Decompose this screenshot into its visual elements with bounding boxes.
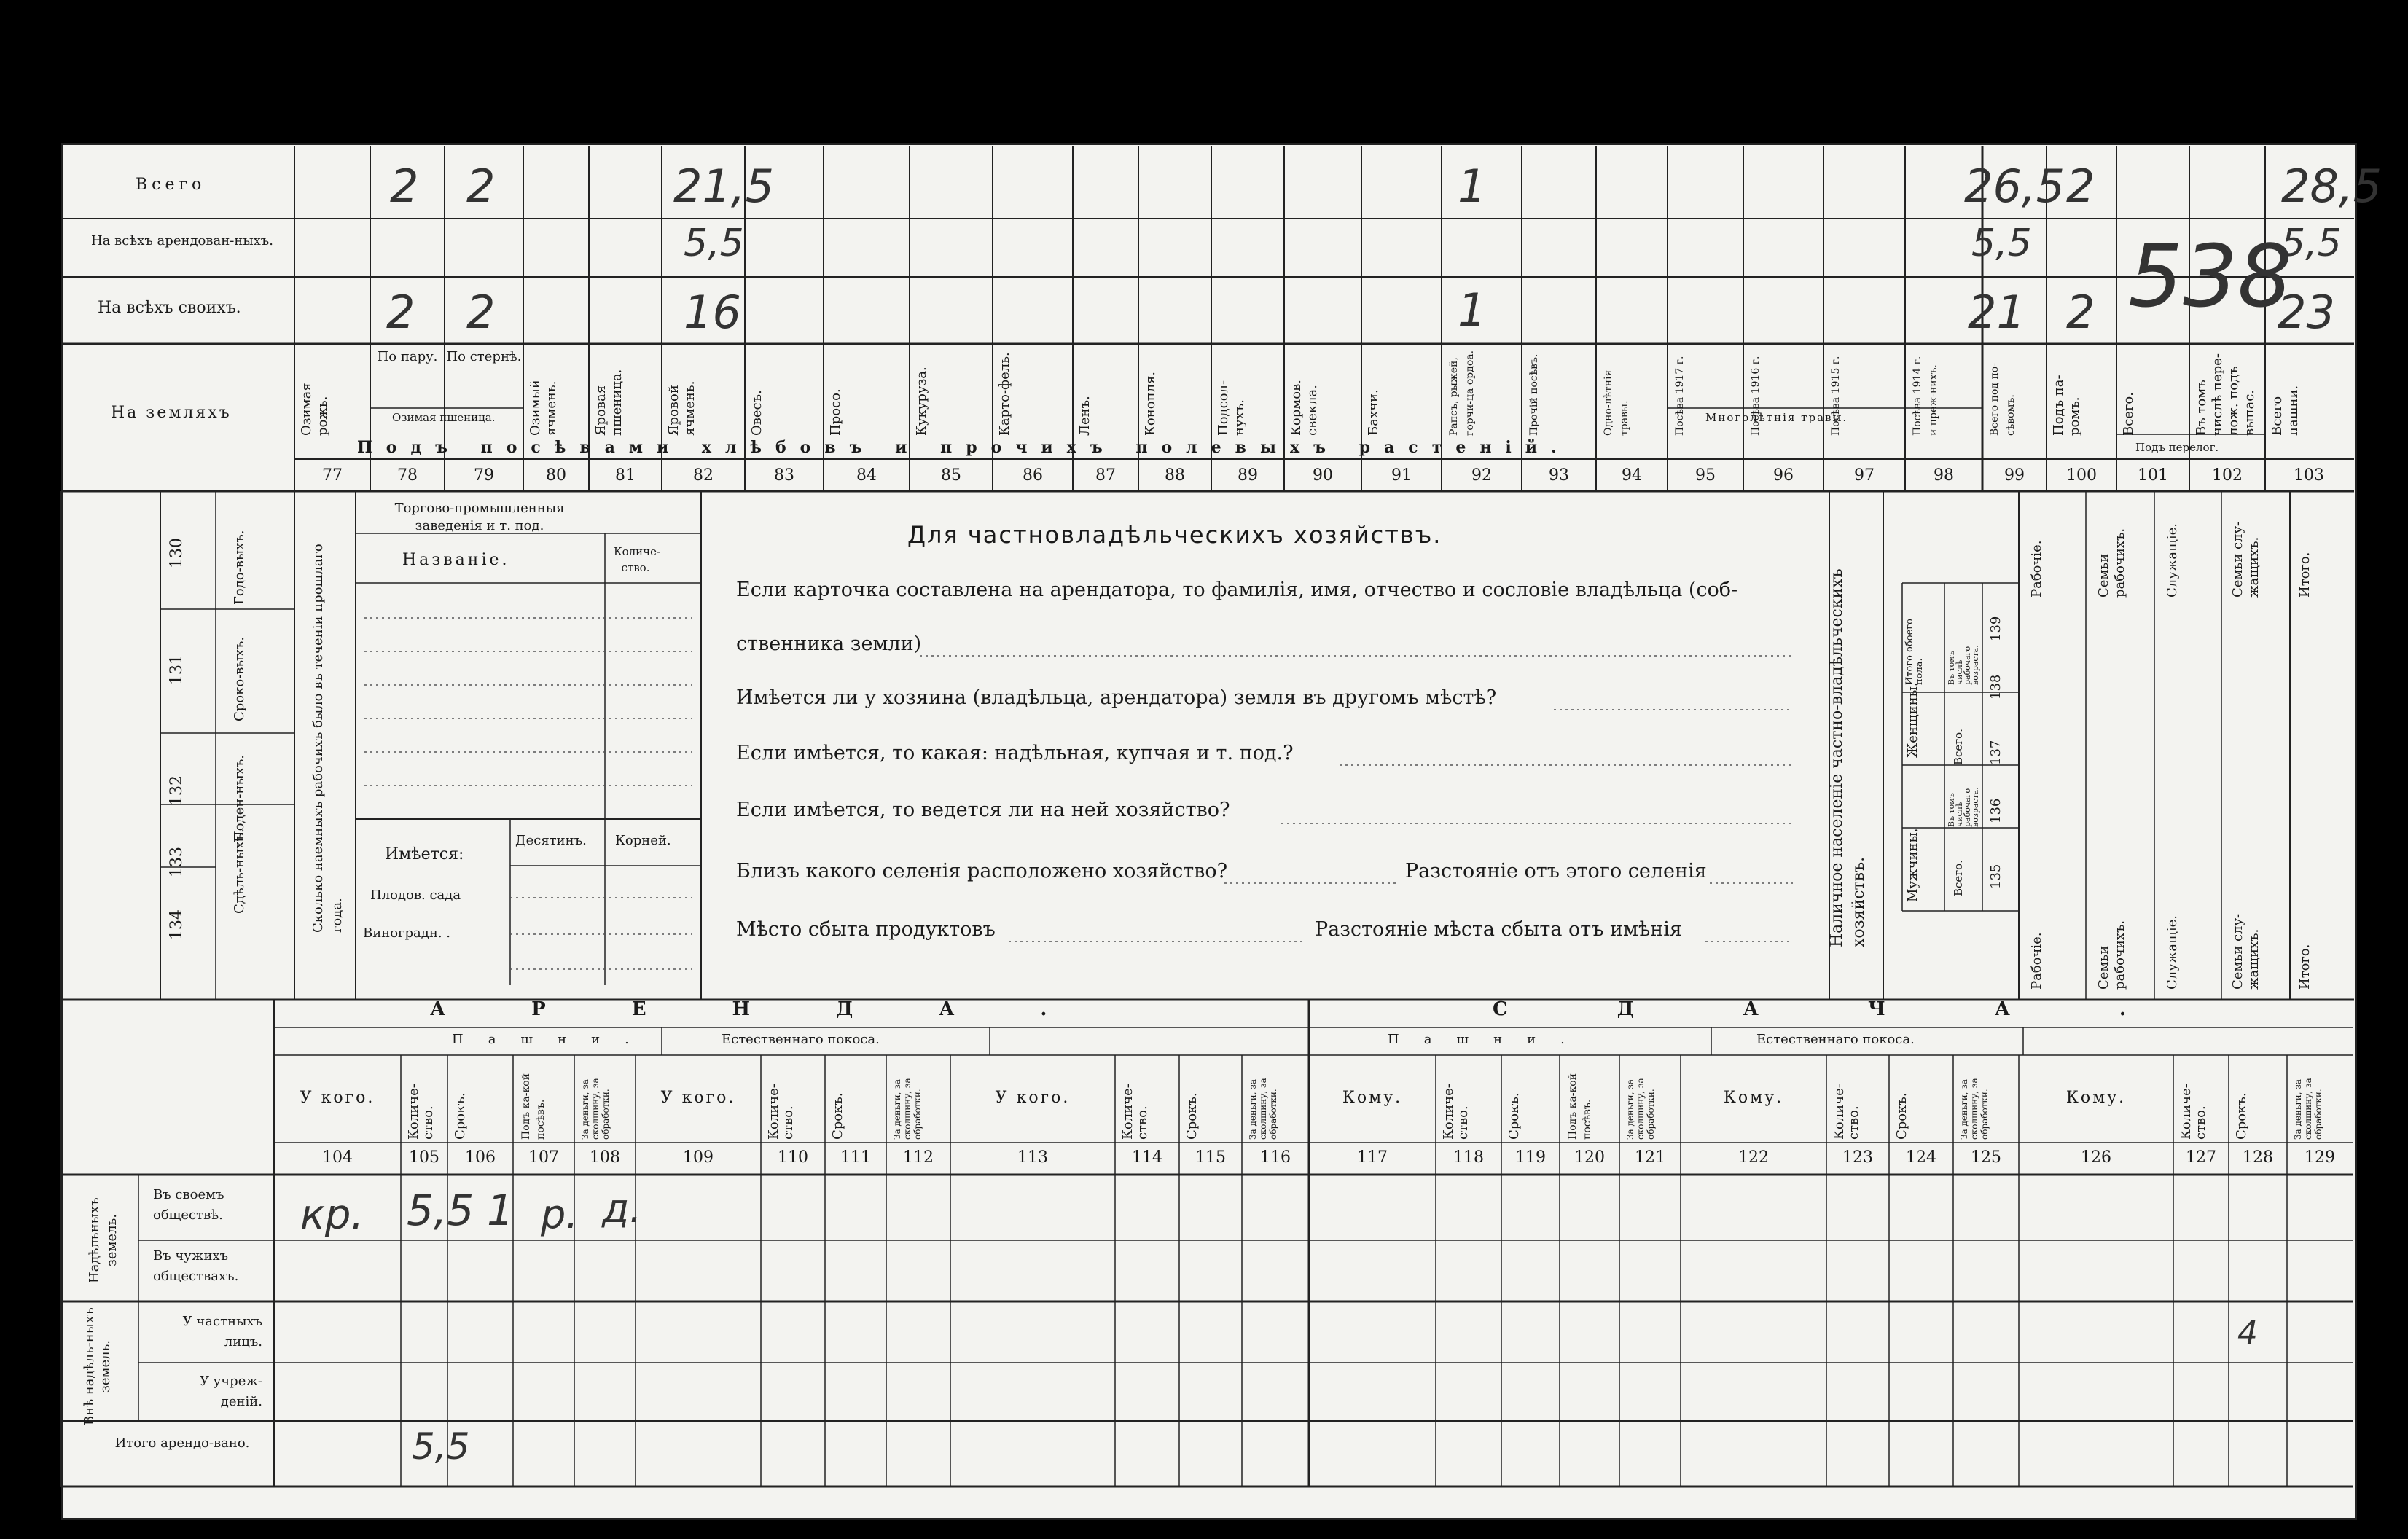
col-num-77: 77 (322, 466, 343, 485)
col-num-84: 84 (856, 466, 877, 485)
hw-arend-82: 5,5 (684, 222, 744, 265)
rent-num-107: 107 (528, 1148, 559, 1167)
rent-h-3: Подъ ка-кой посѣвъ. (520, 1073, 547, 1140)
private-q6: Мѣсто сбыта продуктовъ (736, 918, 996, 941)
group-ozimaya-pshenica: Озимая пшеница. (392, 411, 496, 424)
rent-h-20: Срокъ. (1894, 1092, 1909, 1140)
hw-arend-103: 5,5 (2281, 222, 2342, 265)
trade-name-header: Названіе. (402, 551, 510, 569)
rent-h-19: Количе-ство. (1832, 1084, 1861, 1140)
row-label-vsego: Всего (136, 176, 206, 194)
group-perelog: Подъ перелог. (2135, 441, 2219, 454)
hw-svoi-78: 2 (386, 286, 415, 339)
rent-h-11: Срокъ. (1184, 1092, 1200, 1140)
pop-women-vsego: Всего. (1952, 729, 1965, 765)
crop-header-86: Карто-фель. (997, 352, 1012, 436)
col-num-100: 100 (2066, 466, 2097, 485)
pop-itogo: Итого обоего пола. (1904, 619, 1925, 685)
crop-header-102: Въ томъ числѣ пере-лож. подъ выпас. (2194, 353, 2257, 436)
crop-header-83: Овесъ. (749, 390, 765, 436)
private-q2: Имѣется ли у хозяина (владѣльца, арендатора) земля въ другомъ мѣстѣ? (736, 686, 1497, 709)
rent-num-120: 120 (1574, 1148, 1605, 1167)
hw-vsego-103: 28,5 (2281, 160, 2382, 213)
row-label-svoi: На всѣхъ своихъ. (98, 299, 241, 317)
pop-men: Мужчины. (1905, 828, 1920, 902)
group-mnogolet: Многолѣтнія травы. (1705, 411, 1848, 424)
rent-h-7: Срокъ. (830, 1092, 845, 1140)
pop-col-top-3: Семьи слу-жащихъ. (2230, 521, 2262, 598)
rent-num-127: 127 (2186, 1148, 2216, 1167)
col-num-96: 96 (1773, 466, 1794, 485)
col-num-94: 94 (1622, 466, 1642, 485)
pop-col-bot-2: Служащіе. (2165, 915, 2180, 990)
hw-vsego-99: 26,5 (1964, 160, 2065, 213)
rent-num-113: 113 (1017, 1148, 1048, 1167)
row-label-arend: На всѣхъ арендован-ныхъ. (91, 233, 273, 248)
rent-sub-1: Естественнаго покоса. (722, 1032, 880, 1047)
crop-section-title: Подъ посѣвами хлѣбовъ и прочихъ полевыхъ растеній. (357, 438, 1571, 457)
pop-col-bot-3: Семьи слу-жащихъ. (2230, 913, 2262, 990)
private-title: Для частновладѣльческихъ хозяйствъ. (907, 521, 1442, 549)
crop-header-97: Посѣва 1915 г. (1830, 356, 1842, 436)
arenda-title: АРЕНДА. (430, 998, 1133, 1020)
row-chastnyh: У частныхъ лицъ. (182, 1314, 262, 1350)
rent-num-126: 126 (2081, 1148, 2111, 1167)
trade-count-header: Количе-ство. (614, 545, 661, 574)
col-num-97: 97 (1854, 466, 1875, 485)
rent-h-2: Срокъ. (453, 1092, 468, 1140)
col-num-87: 87 (1095, 466, 1116, 485)
crop-header-78: По пару. (377, 349, 438, 364)
rent-num-112: 112 (903, 1148, 934, 1167)
pop-num-138: 138 (1988, 674, 2004, 700)
sdacha-title: СДАЧА. (1493, 998, 2235, 1020)
rent-num-106: 106 (465, 1148, 496, 1167)
crop-header-96: Посѣва 1916 г. (1750, 356, 1762, 436)
rent-sub-0: Пашни. (452, 1032, 654, 1047)
rent-num-124: 124 (1906, 1148, 1936, 1167)
hired-col-label-2: Поден-ныхъ. (232, 755, 247, 842)
row-itogo: Итого арендо-вано. (114, 1436, 250, 1451)
pop-num-136: 136 (1988, 798, 2004, 823)
pop-col-top-0: Рабочіе. (2029, 540, 2044, 598)
rent-h-0: У кого. (300, 1089, 375, 1107)
row-svoem: Въ своемъ обществѣ. (153, 1187, 224, 1223)
hw-rent-dengi: д. (602, 1186, 642, 1231)
col-num-95: 95 (1695, 466, 1716, 485)
trade-vine: Виноградн. . (363, 925, 450, 941)
rent-h-24: Срокъ. (2234, 1092, 2249, 1140)
hw-svoi-82: 16 (684, 286, 741, 339)
col-num-81: 81 (615, 466, 636, 485)
hw-svoi-79: 2 (466, 286, 496, 339)
nadel-label: Надѣльныхъ земель. (87, 1197, 120, 1283)
hw-vsego-78: 2 (390, 160, 419, 213)
hw-svoi-99: 21 (1968, 286, 2025, 339)
hw-rent-pod: р. (541, 1191, 579, 1237)
crop-header-99: Всего под по-сѣвомъ. (1989, 363, 2017, 436)
hw-svoi-92: 1 (1458, 283, 1487, 337)
crop-header-89: Подсол-нухъ. (1216, 380, 1247, 436)
rent-num-123: 123 (1842, 1148, 1873, 1167)
hw-card-number: 538 (2128, 226, 2293, 326)
rent-h-5: У кого. (660, 1089, 736, 1107)
hw-rent-kol: 5,5 (407, 1186, 474, 1235)
col-num-102: 102 (2212, 466, 2243, 485)
col-num-98: 98 (1934, 466, 1954, 485)
crop-header-77: Озимая рожь. (299, 383, 330, 436)
population-title: Наличное населеніе частно-владѣльческихъ хозяйствъ. (1828, 568, 1868, 947)
crop-header-82: Яровой ячмень. (666, 380, 697, 436)
pop-men-rab: Въ томъ числѣ рабочаго возраста. (1947, 787, 1980, 827)
crop-header-91: Бахчи. (1366, 389, 1381, 436)
trade-garden: Плодов. сада (370, 888, 461, 903)
rent-num-125: 125 (1971, 1148, 2001, 1167)
col-num-89: 89 (1238, 466, 1258, 485)
rent-num-115: 115 (1195, 1148, 1226, 1167)
crop-header-81: Яровая пшеница. (593, 369, 625, 436)
hired-col-label-1: Сроко-выхъ. (232, 636, 247, 721)
rent-num-105: 105 (409, 1148, 439, 1167)
rent-h-9: У кого. (995, 1089, 1071, 1107)
rent-h-6: Количе-ство. (766, 1084, 796, 1140)
rent-h-10: Количе-ство. (1120, 1084, 1150, 1140)
crop-header-88: Конопля. (1143, 371, 1158, 436)
private-q4: Если имѣется, то ведется ли на ней хозяйство? (736, 799, 1230, 821)
pop-col-top-4: Итого. (2297, 552, 2313, 598)
col-num-78: 78 (397, 466, 418, 485)
hired-col-num-133: 133 (168, 847, 186, 877)
hw-rent-srok: 1 (487, 1186, 514, 1235)
crop-header-92: Рапсъ, рыжей, горчи-ца ордоа. (1448, 350, 1476, 436)
rent-h-25: За деньги, за сколщину, за обработки. (2293, 1078, 2323, 1140)
private-q5b: Разстояніе отъ этого селенія (1405, 860, 1707, 882)
col-num-103: 103 (2294, 466, 2324, 485)
crop-header-98: Посѣва 1914 г. и преж-нихъ. (1912, 356, 1939, 436)
rent-num-119: 119 (1515, 1148, 1546, 1167)
rent-num-122: 122 (1738, 1148, 1769, 1167)
hired-workers-title: Сколько наемныхъ рабочихъ было въ теченіи прошлаго года. (310, 544, 345, 933)
hw-arend-99: 5,5 (1971, 222, 2032, 265)
pop-col-bot-4: Итого. (2297, 944, 2313, 990)
pop-women: Женщины. (1905, 682, 1920, 758)
vne-label: Внѣ надѣль-ныхъ земель. (82, 1307, 113, 1425)
rent-h-22: Кому. (2065, 1089, 2127, 1107)
private-q3: Если имѣется, то какая: надѣльная, купчая и т. под.? (736, 742, 1294, 764)
crop-header-79: По стернѣ. (446, 349, 522, 364)
crop-header-90: Кормов. свекла. (1289, 380, 1320, 436)
col-num-79: 79 (474, 466, 494, 485)
pop-col-bot-1: Семьи рабочихъ. (2096, 920, 2127, 990)
rent-num-116: 116 (1260, 1148, 1291, 1167)
hw-vsego-82: 21,5 (673, 160, 775, 213)
pop-num-135: 135 (1988, 864, 2004, 889)
hw-vsego-79: 2 (466, 160, 496, 213)
rent-num-110: 110 (778, 1148, 808, 1167)
hw-itogo-kol: 5,5 (412, 1425, 470, 1468)
crop-header-84: Просо. (828, 388, 843, 436)
crop-header-85: Кукуруза. (914, 367, 929, 436)
rent-num-117: 117 (1357, 1148, 1388, 1167)
rent-h-1: Количе-ство. (406, 1084, 436, 1140)
hired-col-num-131: 131 (168, 654, 186, 685)
rent-num-114: 114 (1132, 1148, 1162, 1167)
rent-h-17: За деньги, за сколщину, за обработки. (1625, 1078, 1656, 1140)
col-num-80: 80 (546, 466, 566, 485)
col-num-101: 101 (2138, 466, 2168, 485)
hw-vsego-92: 1 (1458, 160, 1487, 213)
hw-rent-ukogo: кр. (300, 1191, 364, 1239)
pop-col-top-1: Семьи рабочихъ. (2096, 528, 2127, 598)
crop-header-94: Одно-лѣтнія травы. (1603, 369, 1630, 436)
crop-header-93: Прочій посѣвъ. (1528, 353, 1540, 436)
rent-h-12: За деньги, за сколщину, за обработки. (1248, 1078, 1278, 1140)
col-num-90: 90 (1313, 466, 1333, 485)
rent-h-21: За деньги, за сколщину, за обработки. (1959, 1078, 1990, 1140)
private-q1b: ственника земли) (736, 633, 922, 655)
private-q6b: Разстояніе мѣста сбыта отъ имѣнія (1315, 918, 1682, 941)
private-q1a: Если карточка составлена на арендатора, то фамилія, имя, отчество и сословіе владѣльца (соб- (736, 579, 1738, 601)
col-num-99: 99 (2004, 466, 2025, 485)
rent-h-15: Срокъ. (1506, 1092, 1522, 1140)
row-label-na-zemlyah: На земляхъ (111, 404, 232, 422)
rent-h-18: Кому. (1723, 1089, 1784, 1107)
rent-h-16: Подъ ка-кой посѣвъ. (1567, 1073, 1593, 1140)
rent-num-104: 104 (322, 1148, 353, 1167)
trade-title: Торгово-промышленныя заведенія и т. под. (394, 501, 565, 533)
trade-des: Десятинъ. (515, 833, 587, 848)
hw-mark: 4 (2237, 1315, 2258, 1352)
trade-has: Имѣется: (385, 845, 464, 864)
rent-num-118: 118 (1453, 1148, 1484, 1167)
col-num-91: 91 (1391, 466, 1412, 485)
crop-header-95: Посѣва 1917 г. (1674, 356, 1686, 436)
col-num-83: 83 (774, 466, 794, 485)
crop-header-87: Ленъ. (1077, 396, 1092, 436)
rent-num-128: 128 (2243, 1148, 2273, 1167)
row-chuzhih: Въ чужихъ обществахъ. (153, 1248, 239, 1284)
pop-col-top-2: Служащіе. (2165, 523, 2180, 598)
col-num-93: 93 (1549, 466, 1569, 485)
hired-col-num-134: 134 (168, 909, 186, 940)
hw-svoi-100: 2 (2066, 286, 2095, 339)
private-q5: Близъ какого селенія расположено хозяйство? (736, 860, 1228, 882)
rent-sub-2: Пашни. (1388, 1032, 1590, 1047)
row-uchrezh: У учреж-деній. (199, 1374, 262, 1409)
hired-col-label-0: Годо-выхъ. (232, 530, 247, 605)
hw-vsego-100: 2 (2066, 160, 2095, 213)
rent-num-111: 111 (840, 1148, 871, 1167)
crop-header-103: Всего пашни. (2270, 385, 2301, 436)
rent-h-4: За деньги, за сколщину, за обработки. (580, 1078, 611, 1140)
pop-women-rab: Въ томъ числѣ рабочаго возраста. (1947, 645, 1980, 685)
rent-h-13: Кому. (1342, 1089, 1403, 1107)
crop-header-80: Озимый ячмень. (528, 380, 559, 436)
crop-header-101: Всего. (2121, 392, 2136, 436)
rent-h-23: Количе-ство. (2178, 1084, 2208, 1140)
rent-num-109: 109 (683, 1148, 714, 1167)
hired-col-num-132: 132 (168, 775, 186, 806)
col-num-82: 82 (693, 466, 714, 485)
col-num-92: 92 (1471, 466, 1492, 485)
rent-h-8: За деньги, за сколщину, за обработки. (892, 1078, 923, 1140)
col-num-85: 85 (941, 466, 961, 485)
col-num-86: 86 (1023, 466, 1043, 485)
pop-col-bot-0: Рабочіе. (2029, 932, 2044, 990)
pop-num-137: 137 (1988, 740, 2004, 765)
rent-sub-3: Естественнаго покоса. (1756, 1032, 1915, 1047)
crop-header-100: Подъ па-ромъ. (2051, 375, 2082, 436)
rent-h-14: Количе-ство. (1441, 1084, 1471, 1140)
rent-num-121: 121 (1635, 1148, 1665, 1167)
pop-num-139: 139 (1988, 616, 2004, 641)
hired-col-label-3: Сдѣль-ныхъ. (232, 829, 247, 914)
pop-men-vsego: Всего. (1952, 860, 1965, 896)
col-num-88: 88 (1165, 466, 1185, 485)
hw-svoi-103: 23 (2278, 286, 2335, 339)
hired-col-num-130: 130 (168, 538, 186, 568)
trade-roots: Корней. (615, 833, 671, 848)
rent-num-108: 108 (590, 1148, 620, 1167)
rent-num-129: 129 (2305, 1148, 2335, 1167)
